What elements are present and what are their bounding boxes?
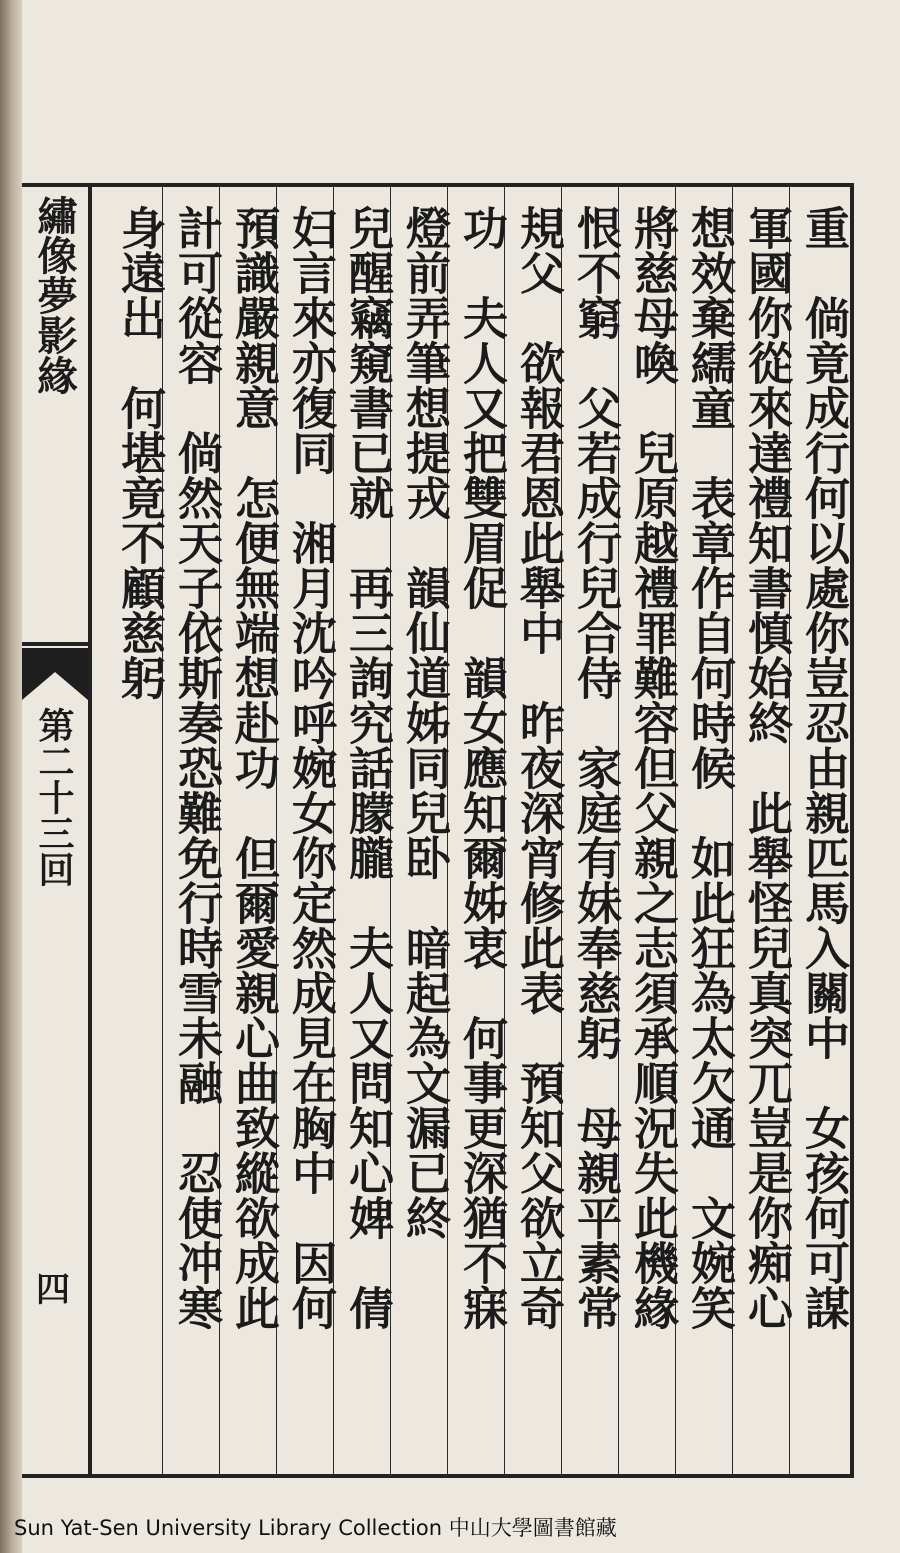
text-column: 功 夫人又把雙眉促 韻女應知爾姊衷 何事更深猶不寐: [455, 205, 508, 1330]
book-title: 繡像夢影緣: [31, 195, 78, 395]
chapter-label: 第二十三回: [33, 707, 75, 887]
text-column: 想效棄繻童 表章作自何時候 如此狂為太欠通 文婉笑: [683, 205, 736, 1330]
text-column: 規父 欲報君恩此舉中 昨夜深宵修此表 預知父欲立奇: [512, 205, 565, 1330]
text-column: 重 倘竟成行何以處你豈忍由親匹馬入關中 女孩何可謀: [797, 205, 850, 1330]
text-column: 軍國你從來達禮知書慎始終 此舉怪兒真突兀豈是你痴心: [740, 205, 793, 1330]
text-frame: [88, 183, 854, 1478]
fish-tail-mark-icon: [22, 642, 88, 702]
text-column: 身遠出 何堪竟不顧慈躬: [113, 205, 166, 700]
text-column: 妇言來亦復同 湘月沈吟呼婉女你定然成見在胸中 因何: [284, 205, 337, 1330]
text-column: 將慈母喚 兒原越禮罪難容但父親之志須承順況失此機緣: [626, 205, 679, 1330]
book-binding-edge: [0, 0, 22, 1553]
page-number: 四: [36, 1270, 70, 1310]
collection-caption: Sun Yat-Sen University Library Collection 中山大學圖書館藏: [14, 1516, 617, 1540]
text-column: 預識嚴親意 怎便無端想赴功 但爾愛親心曲致縱欲成此: [227, 205, 280, 1330]
text-column: 兒醒竊窺書已就 再三詢究話朦朧 夫人又問知心婢 倩: [341, 205, 394, 1330]
text-column: 恨不窮 父若成行兒合侍 家庭有妹奉慈躬 母親平素常: [569, 205, 622, 1330]
text-column: 計可從容 倘然天子依斯奏恐難免行時雪未融 忍使冲寒: [170, 205, 223, 1330]
center-strip: [22, 183, 88, 1478]
text-column: 燈前弄筆想提戎 韻仙道姊同兒卧 暗起為文漏已終: [398, 205, 451, 1240]
